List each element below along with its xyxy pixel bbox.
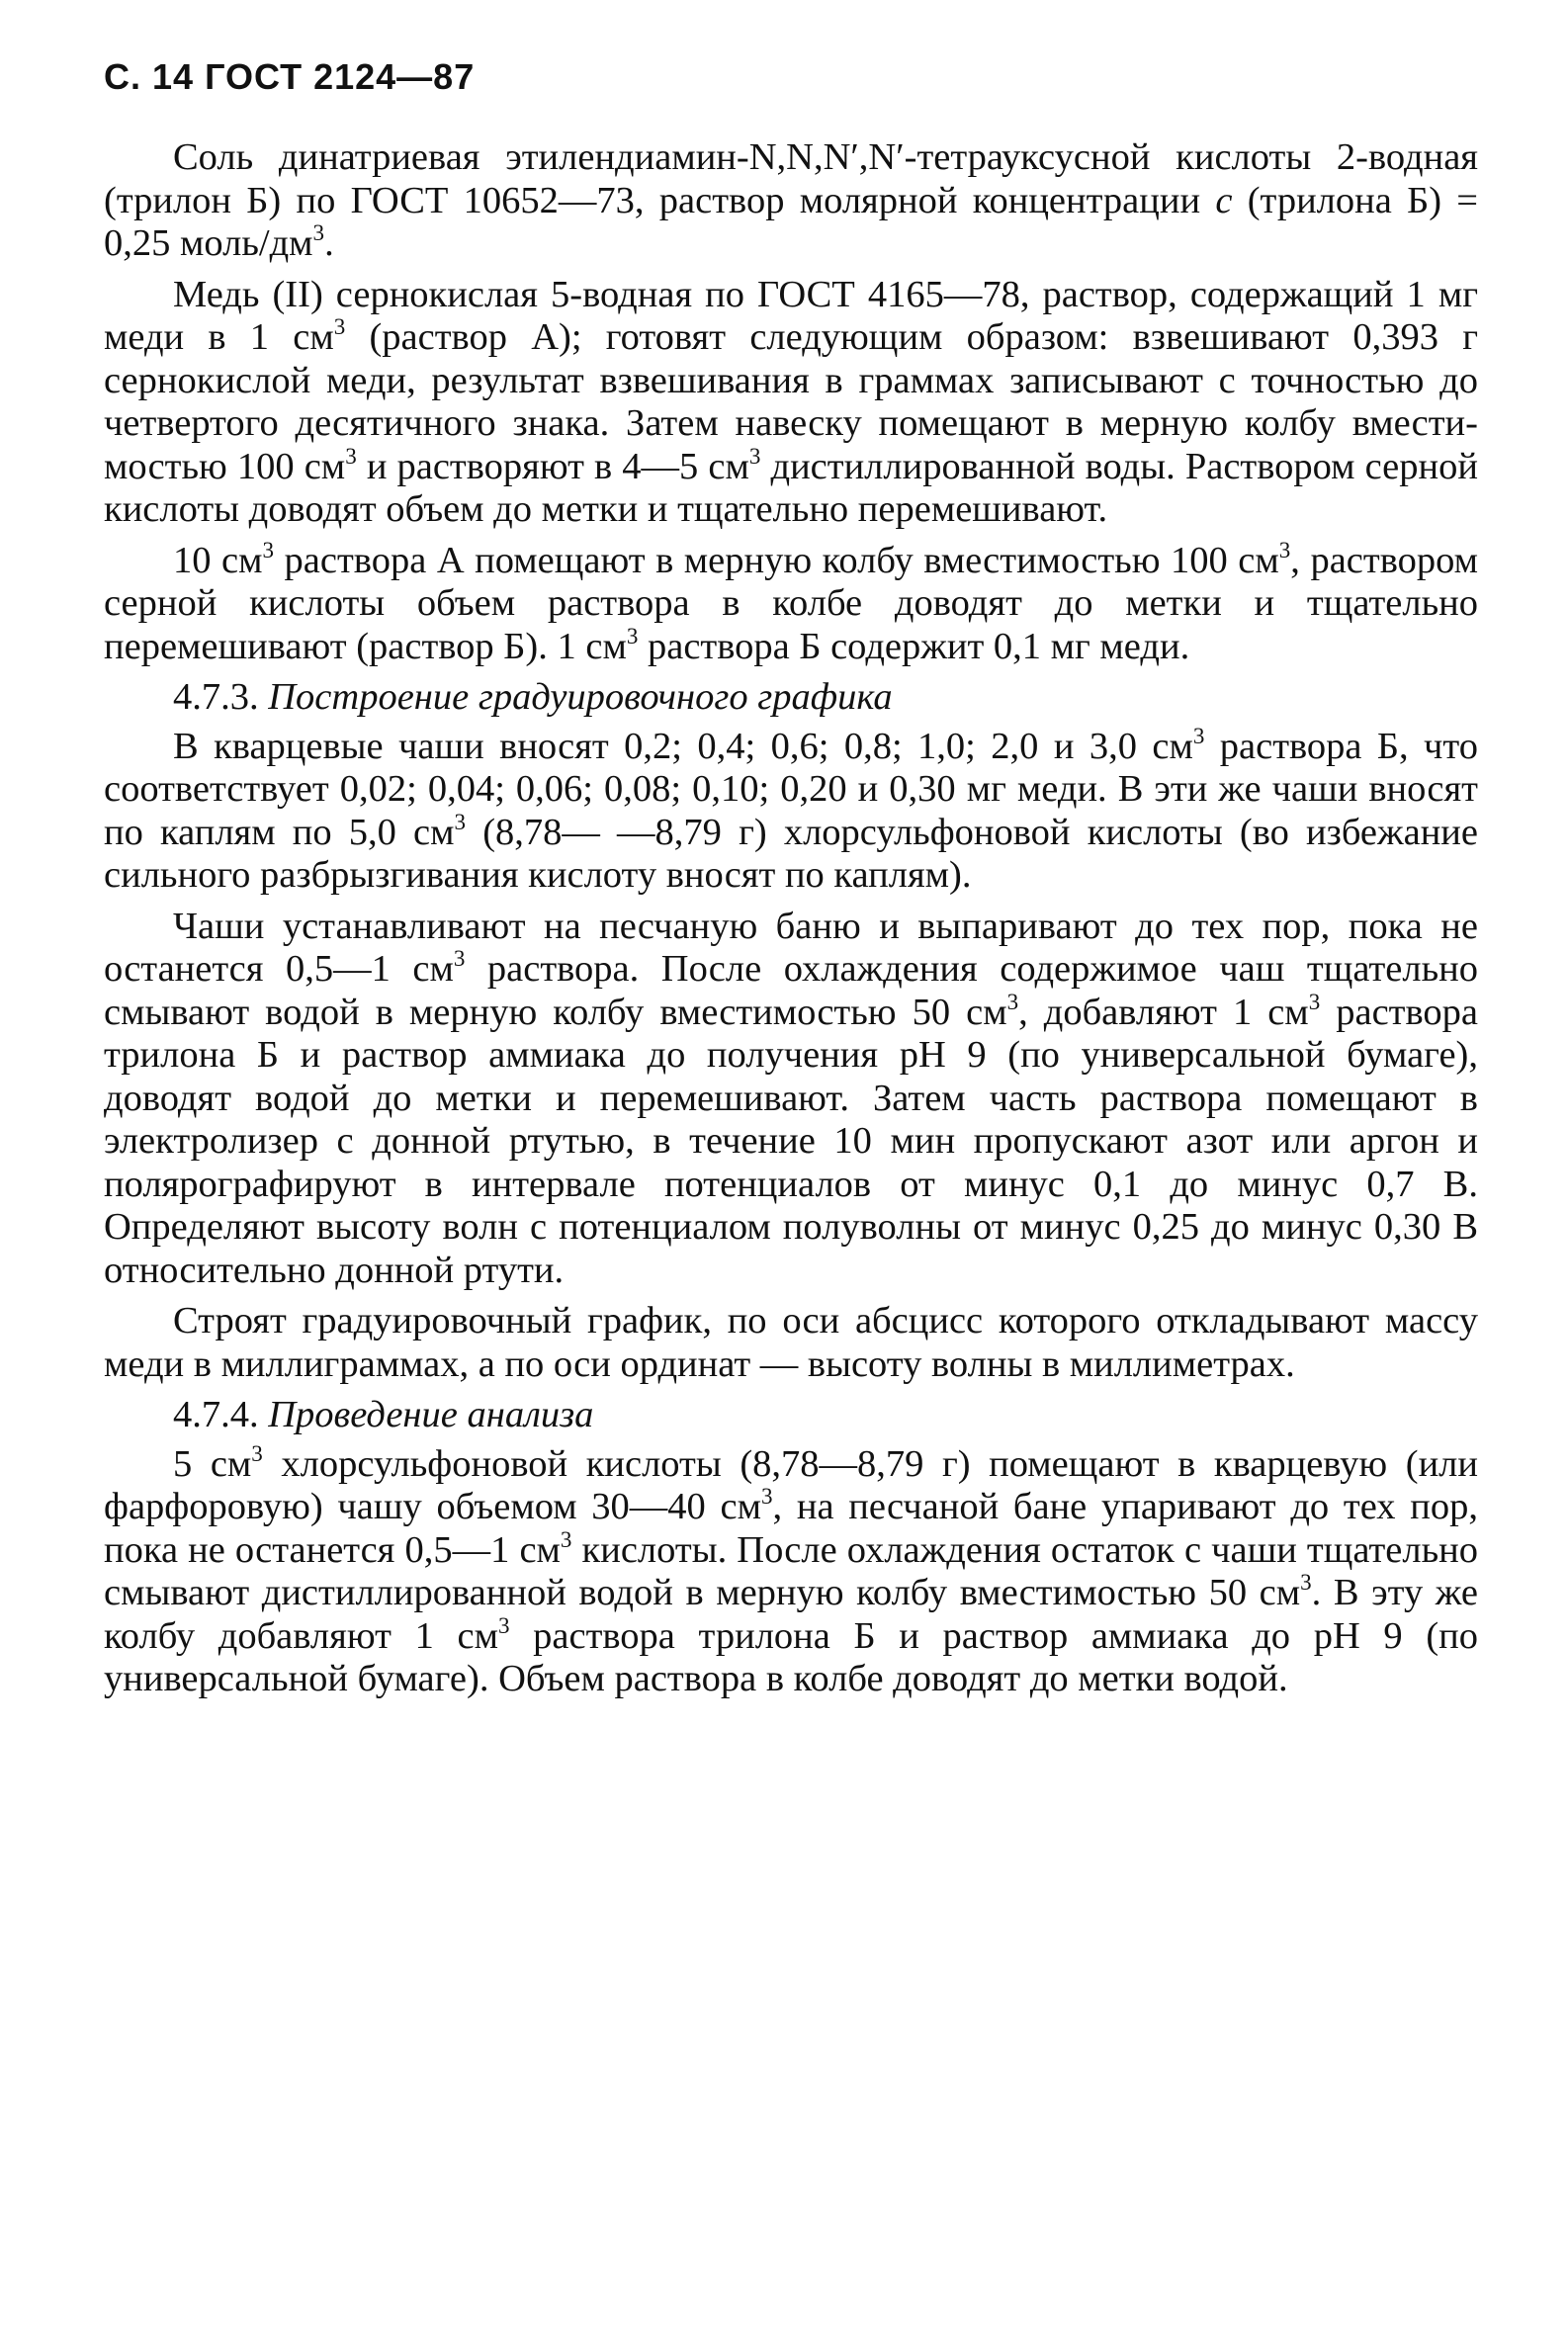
document-code: ГОСТ 2124—87 — [205, 56, 476, 97]
section-heading-calibration — [104, 676, 1478, 720]
page-ref: С. 14 — [104, 56, 195, 97]
paragraph-quartz-dishes: В кварцевые чаши вносят 0,2; 0,4; 0,6; 0,8; 1,0; 2,0 и 3,0 $см^3$ раствора Б, что соответствует 0,02; 0,04; 0,06; 0,08; 0,10; 0,20 и 0,30 мг меди. В эти же чаши вносят по каплям по 5,0 $см^3$ (8,78— —8,79 г) хлорсульфоновой кислоты (во избежание сильного разбрызгивания кислоту вносят по каплям). — [104, 722, 1478, 896]
section-title: Проведение анализа — [268, 1394, 594, 1435]
document-page — [104, 57, 1478, 1709]
section-number: 4.7.4. — [173, 1394, 259, 1435]
paragraph-trilon: Соль динатриевая этилендиамин-N,N,N′,N′-тетрауксусной кислоты 2-водная (трилон Б) по ГОСТ 10652—73, раствор молярной концентрации с (трилона Б) = 0,25 моль/$дм^3$. — [104, 136, 1479, 264]
section-title: Построение градуировочного графика — [268, 676, 893, 718]
paragraph-copper-sulfate: Медь (II) сернокислая 5-водная по ГОСТ 4165—78, раствор, содержащий 1 мг меди в 1 $см^3$ (раствор А); готовят следующим образом: взвешивают 0,393 г сернокислой меди, результат взвешивания в граммах записывают с точностью до четвертого десятичного знака. Затем навеску помещают в мерную колбу вместимостью 100 $см^3$ и растворяют в 4—5 $см^3$ дистиллированной воды. Раствором серной кислоты доводят объем до метки и тщательно перемешивают. — [104, 273, 1478, 530]
paragraph-analysis: 5 $см^3$ хлорсульфоновой кислоты (8,78—8,79 г) помещают в кварцевую (или фарфоровую) чашу объемом 30—40 $см^3$, на песчаной бане упаривают до тех пор, пока не останется 0,5—1 $см^3$ кислоты. После охлаждения остаток с чаши тщательно смывают дистиллированной водой в мерную колбу вместимостью 50 $см^3$. В эту же колбу добавляют 1 $см^3$ раствора трилона Б и раствор аммиака до pH 9 (по универсальной бумаге). Объем раствора в колбе доводят до метки водой. — [104, 1439, 1479, 1699]
paragraph-graph: Строят градуировочный график, по оси абсцисс которого откладывают массу меди в миллиграммах, а по оси ординат — высоту волны в миллиметрах. — [104, 1300, 1478, 1385]
section-number: 4.7.3. — [173, 676, 259, 718]
section-heading-analysis — [104, 1394, 1478, 1437]
page-header — [104, 57, 1478, 97]
paragraph-solution-b: 10 $см^3$ раствора А помещают в мерную колбу вместимостью 100 $см^3$, раствором серной кислоты объем раствора в колбе доводят до метки и тщательно перемешивают (раствор Б). 1 $см^3$ раствора Б содержит 0,1 мг меди. — [104, 536, 1478, 667]
paragraph-evaporation: Чаши устанавливают на песчаную баню и выпаривают до тех пор, пока не останется 0,5—1 $см^3$ раствора. После охлаждения содержимое чаш тщательно смывают водой в мерную колбу вместимостью 50 $см^3$, добавляют 1 $см^3$ раствора трилона Б и раствор аммиака до получения pH 9 (по универсальной бумаге), доводят водой до метки и перемешивают. Затем часть раствора помещают в электролизер с донной ртутью, в течение 10 мин пропускают азот или аргон и полярографируют в интервале потенциалов от минус 0,1 до минус 0,7 В. Определяют высоту волн с потенциалом полуволны от минус 0,25 до минус 0,30 В относительно донной ртути. — [104, 905, 1479, 1291]
